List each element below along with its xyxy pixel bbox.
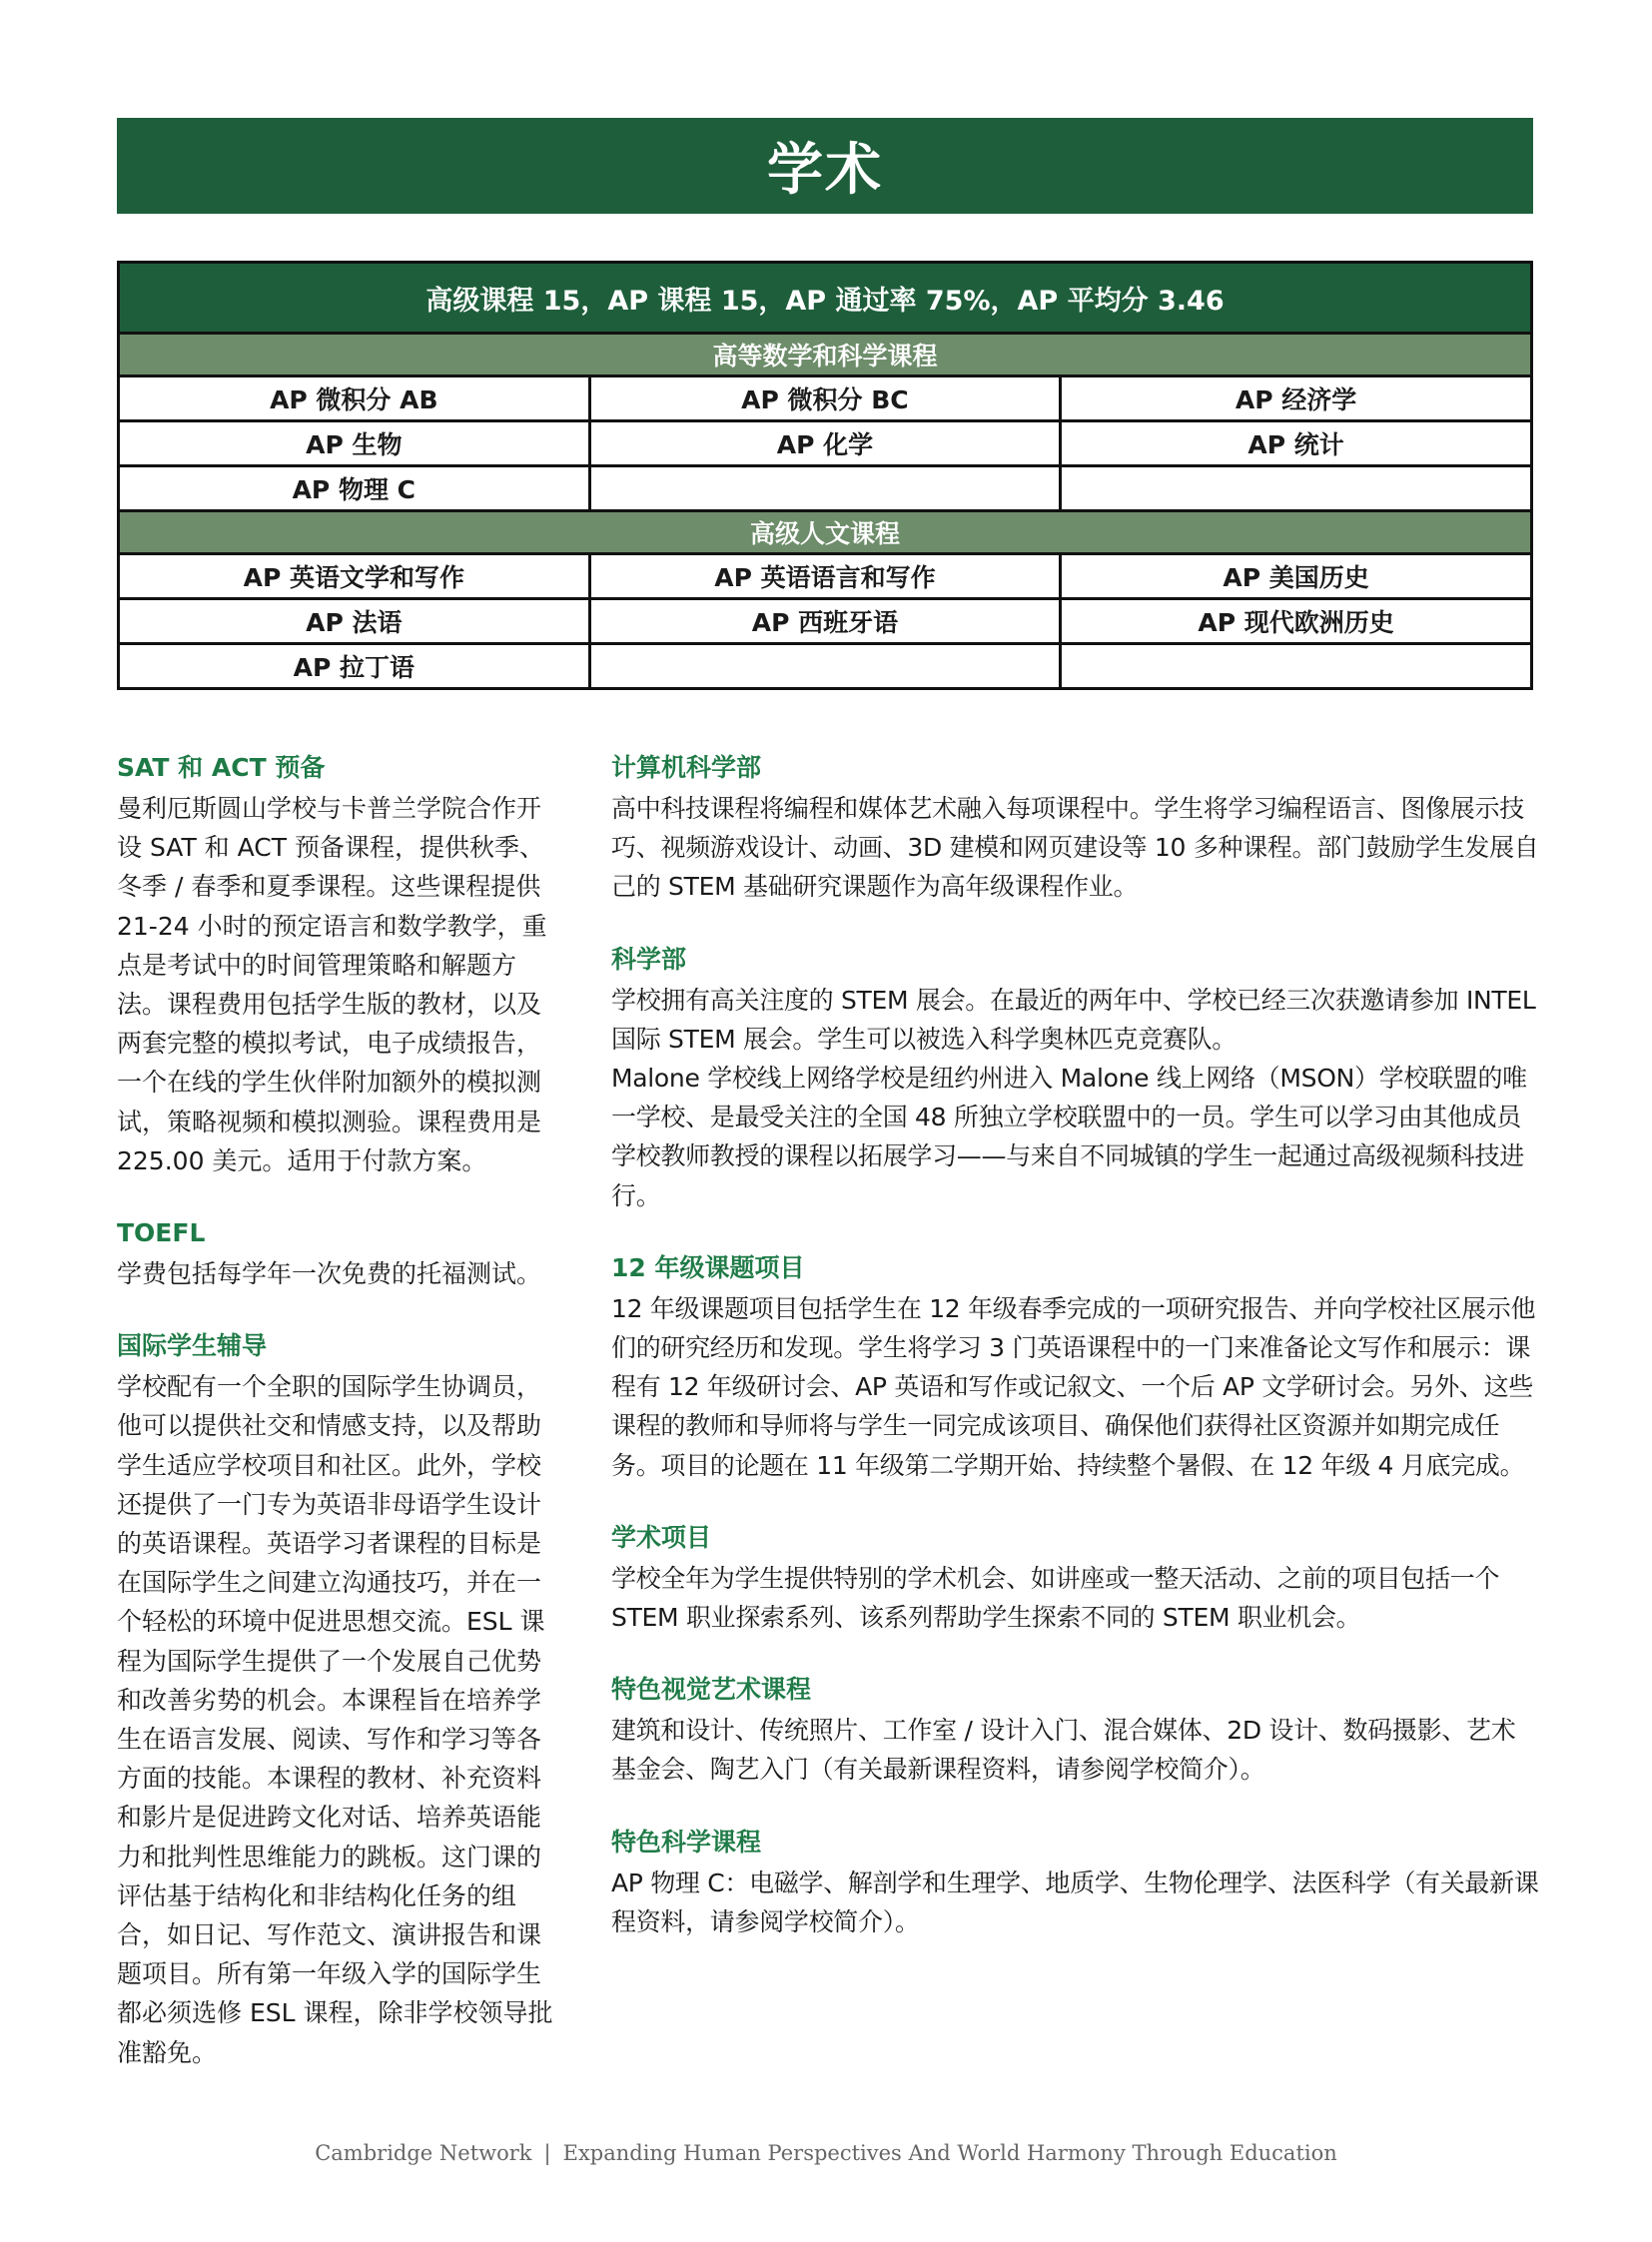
section-heading: 科学部 [611, 944, 687, 974]
section-heading: 计算机科学部 [611, 753, 762, 782]
section-academic-programs [611, 1521, 1540, 1637]
course-cell [589, 644, 1061, 689]
course-cell: AP 拉丁语 [119, 644, 590, 689]
course-cell: AP 美国历史 [1061, 554, 1532, 599]
course-cell [1061, 644, 1532, 689]
left-column [117, 751, 556, 2108]
course-cell [589, 466, 1061, 511]
section-body: 建筑和设计、传统照片、工作室 / 设计入门、混合媒体、2D 设计、数码摄影、艺术基金会、陶艺入门（有关最新课程资料，请参阅学校简介）。 [611, 1716, 1516, 1785]
summary-row [119, 263, 1532, 334]
course-cell: AP 生物 [119, 421, 590, 466]
section-toefl [117, 1216, 556, 1293]
section-body: AP 物理 C：电磁学、解剖学和生理学、地质学、生物伦理学、法医科学（有关最新课程资料，请参阅学校简介）。 [611, 1868, 1539, 1936]
section-heading: 12 年级课题项目 [611, 1252, 805, 1282]
summary-cell: 高级课程 15，AP 课程 15，AP 通过率 75%，AP 平均分 3.46 [119, 263, 1532, 334]
table-row [119, 466, 1532, 511]
course-cell: AP 物理 C [119, 466, 590, 511]
section-header-row [119, 511, 1532, 554]
section-international-support [117, 1329, 556, 2072]
section-body: 学校拥有高关注度的 STEM 展会。在最近的两年中、学校已经三次获邀请参加 INTEL 国际 STEM 展会。学生可以被选入科学奥林匹克竞赛队。 [611, 985, 1536, 1054]
course-cell: AP 微积分 AB [119, 376, 590, 421]
course-cell: AP 西班牙语 [589, 599, 1061, 644]
course-cell: AP 统计 [1061, 421, 1532, 466]
section-visual-arts [611, 1673, 1540, 1789]
footer-org: Cambridge Network [315, 2141, 532, 2165]
ap-courses-table [117, 261, 1533, 690]
section-body: 学校配有一个全职的国际学生协调员，他可以提供社交和情感支持，以及帮助学生适应学校项目和社区。此外，学校还提供了一门专为英语非母语学生设计的英语课程。英语学习者课程的目标是在国际学生之间建立沟通技巧，并在一个轻松的环境中促进思想交流。ESL 课程为国际学生提供了一个发展自己优势和改善劣势的机会。本课程旨在培养学生在语言发展、阅读、写作和学习等各方面的技能。本课程的教材、补充资料和影片是促进跨文化对话、培养英语能力和批判性思维能力的跳板。这门课的评估基于结构化和非结构化任务的组合，如日记、写作范文、演讲报告和课题项目。所有第一年级入学的国际学生都必须选修 ESL 课程，除非学校领导批准豁免。 [117, 1372, 553, 2067]
section-heading: SAT 和 ACT 预备 [117, 753, 326, 782]
section-heading: 特色科学课程 [611, 1827, 762, 1857]
section-heading: 国际学生辅导 [117, 1331, 268, 1361]
section-body: 12 年级课题项目包括学生在 12 年级春季完成的一项研究报告、并向学校社区展示他们的研究经历和发现。学生将学习 3 门英语课程中的一门来准备论文写作和展示：课程有 12 年级研讨会、AP 英语和写作或记叙文、一个后 AP 文学研讨会。另外、这些课程的教师和导师将与学生一同完成该项目、确保他们获得社区资源并如期完成任务。项目的论题在 11 年级第二学期开始、持续整个暑假、在 12 年级 4 月底完成。 [611, 1293, 1536, 1480]
course-cell: AP 化学 [589, 421, 1061, 466]
section-featured-science [611, 1826, 1540, 1941]
course-cell: AP 英语文学和写作 [119, 554, 590, 599]
section-heading: 特色视觉艺术课程 [611, 1675, 812, 1705]
table-row [119, 421, 1532, 466]
course-cell: AP 英语语言和写作 [589, 554, 1061, 599]
section-body-2: Malone 学校线上网络学校是纽约州进入 Malone 线上网络（MSON）学校联盟的唯一学校、是最受关注的全国 48 所独立学校联盟中的一员。学生可以学习由其他成员学校教师教授的课程以拓展学习——与来自不同城镇的学生一起通过高级视频科技进行。 [611, 1064, 1527, 1210]
course-cell: AP 经济学 [1061, 376, 1532, 421]
math-science-heading: 高等数学和科学课程 [119, 334, 1532, 376]
section-body: 高中科技课程将编程和媒体艺术融入每项课程中。学生将学习编程语言、图像展示技巧、视频游戏设计、动画、3D 建模和网页建设等 10 多种课程。部门鼓励学生发展自己的 STEM 基础研究课题作为高年级课程作业。 [611, 794, 1539, 902]
footer-tagline: Expanding Human Perspectives And World Harmony Through Education [562, 2141, 1337, 2165]
section-header-row [119, 334, 1532, 376]
course-cell [1061, 466, 1532, 511]
table-row [119, 554, 1532, 599]
section-sat-act [117, 751, 556, 1180]
course-cell: AP 微积分 BC [589, 376, 1061, 421]
page-title: 学术 [767, 138, 883, 203]
humanities-heading: 高级人文课程 [119, 511, 1532, 554]
section-senior-project [611, 1251, 1540, 1485]
table-row [119, 644, 1532, 689]
course-cell: AP 法语 [119, 599, 590, 644]
section-body: 学校全年为学生提供特别的学术机会、如讲座或一整天活动、之前的项目包括一个 STEM 职业探索系列、该系列帮助学生探索不同的 STEM 职业机会。 [611, 1563, 1500, 1633]
section-body: 曼利厄斯圆山学校与卡普兰学院合作开设 SAT 和 ACT 预备课程，提供秋季、冬季 / 春季和夏季课程。这些课程提供 21-24 小时的预定语言和数学教学，重点是考试中的时间管理策略和解题方法。课程费用包括学生版的教材，以及两套完整的模拟考试，电子成绩报告，一个在线的学生伙伴附加额外的模拟测试，策略视频和模拟测验。课程费用是 225.00 美元。适用于付款方案。 [117, 794, 547, 1175]
page-title-bar [117, 118, 1533, 214]
table-row [119, 376, 1532, 421]
section-body: 学费包括每学年一次免费的托福测试。 [117, 1259, 542, 1289]
section-heading: TOEFL [117, 1218, 206, 1248]
right-column [611, 751, 1540, 1977]
footer-separator: | [543, 2141, 551, 2165]
section-heading: 学术项目 [611, 1522, 712, 1552]
section-computer-science [611, 751, 1540, 907]
course-cell: AP 现代欧洲历史 [1061, 599, 1532, 644]
section-science [611, 943, 1540, 1215]
table-row [119, 599, 1532, 644]
page-footer [0, 2141, 1652, 2165]
